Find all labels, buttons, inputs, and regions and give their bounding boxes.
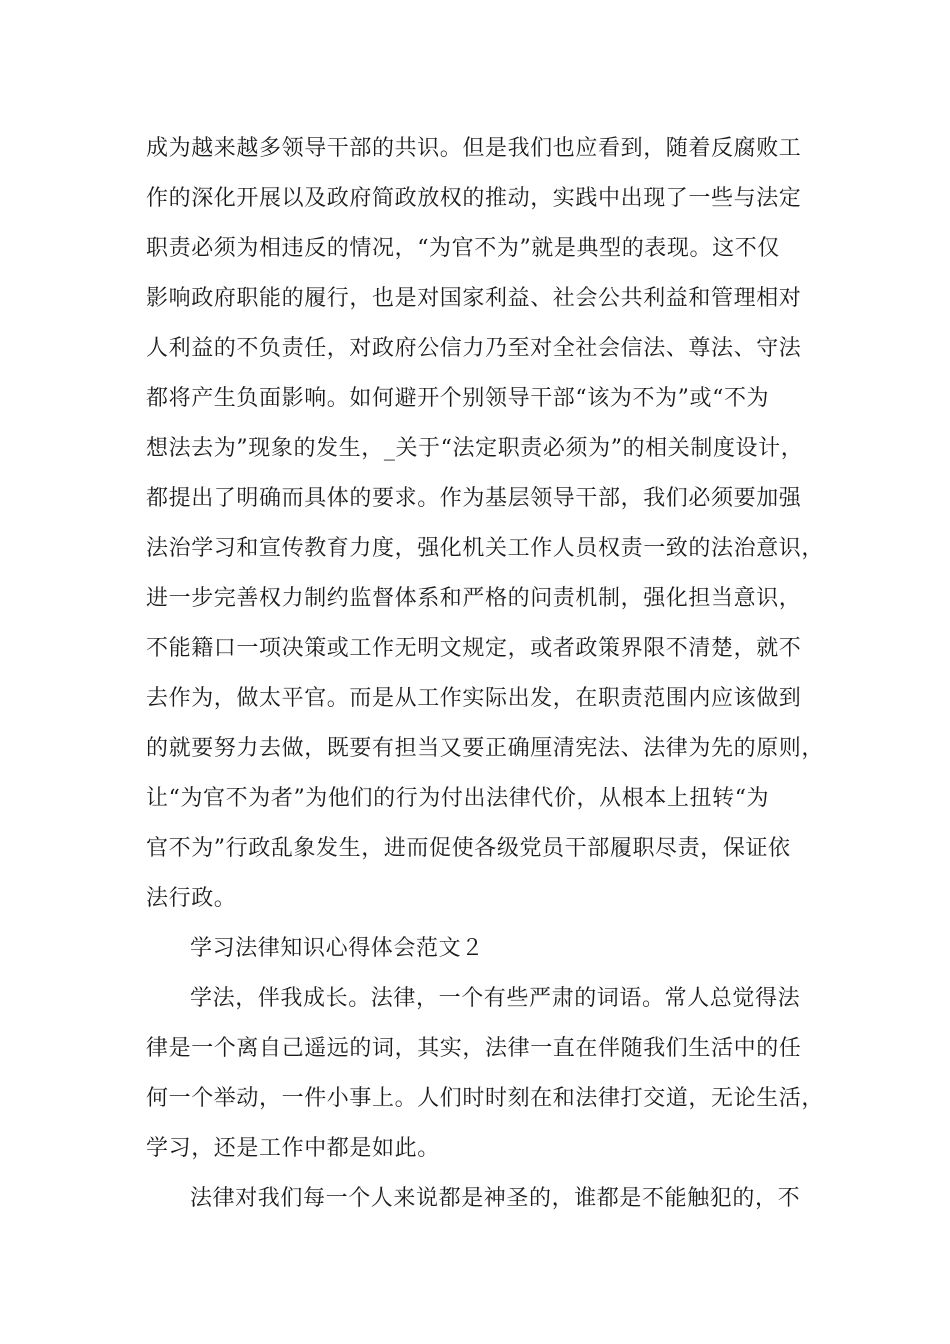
body-text-line: 都将产生负面影响。如何避开个别领导干部“该为不为”或“不为 [146, 386, 770, 411]
body-text-line: 都提出了明确而具体的要求。作为基层领导干部，我们必须要加强 [146, 486, 802, 511]
body-text-line: 进一步完善权力制约监督体系和严格的问责机制，强化担当意识， [146, 586, 802, 611]
body-text-line: 作的深化开展以及政府简政放权的推动，实践中出现了一些与法定 [146, 186, 802, 211]
body-text-line: 律是一个离自己遥远的词，其实，法律一直在伴随我们生活中的任 [146, 1036, 802, 1061]
body-text-line: 官不为”行政乱象发生，进而促使各级党员干部履职尽责，保证依 [146, 836, 791, 861]
body-text-line: 的就要努力去做，既要有担当又要正确厘清宪法、法律为先的原则， [146, 736, 825, 761]
body-text-line: 让“为官不为者”为他们的行为付出法律代价，从根本上扭转“为 [146, 786, 770, 811]
body-text-line: 法治学习和宣传教育力度，强化机关工作人员权责一致的法治意识， [146, 536, 825, 561]
body-text-line: 影响政府职能的履行，也是对国家利益、社会公共利益和管理相对 [146, 286, 802, 311]
body-text-line: 成为越来越多领导干部的共识。但是我们也应看到，随着反腐败工 [146, 136, 802, 161]
body-text-line: 去作为，做太平官。而是从工作实际出发，在职责范围内应该做到 [146, 686, 802, 711]
body-text-line: 何一个举动，一件小事上。人们时时刻在和法律打交道，无论生活， [146, 1086, 825, 1111]
body-text-line: 学习，还是工作中都是如此。 [146, 1136, 440, 1161]
body-text-line: 法行政。 [146, 886, 237, 911]
body-text-line: 想法去为”现象的发生，_关于“法定职责必须为”的相关制度设计， [146, 436, 804, 461]
body-text-line: 法律对我们每一个人来说都是神圣的，谁都是不能触犯的，不 [190, 1186, 801, 1211]
body-text-line: 人利益的不负责任，对政府公信力乃至对全社会信法、尊法、守法 [146, 336, 802, 361]
section-heading: 学习法律知识心得体会范文２ [190, 936, 484, 961]
body-text-line: 学法，伴我成长。法律，一个有些严肃的词语。常人总觉得法 [190, 986, 801, 1011]
body-text-line: 不能籍口一项决策或工作无明文规定，或者政策界限不清楚，就不 [146, 636, 802, 661]
body-text-line: 职责必须为相违反的情况，“为官不为”就是典型的表现。这不仅 [146, 236, 780, 261]
